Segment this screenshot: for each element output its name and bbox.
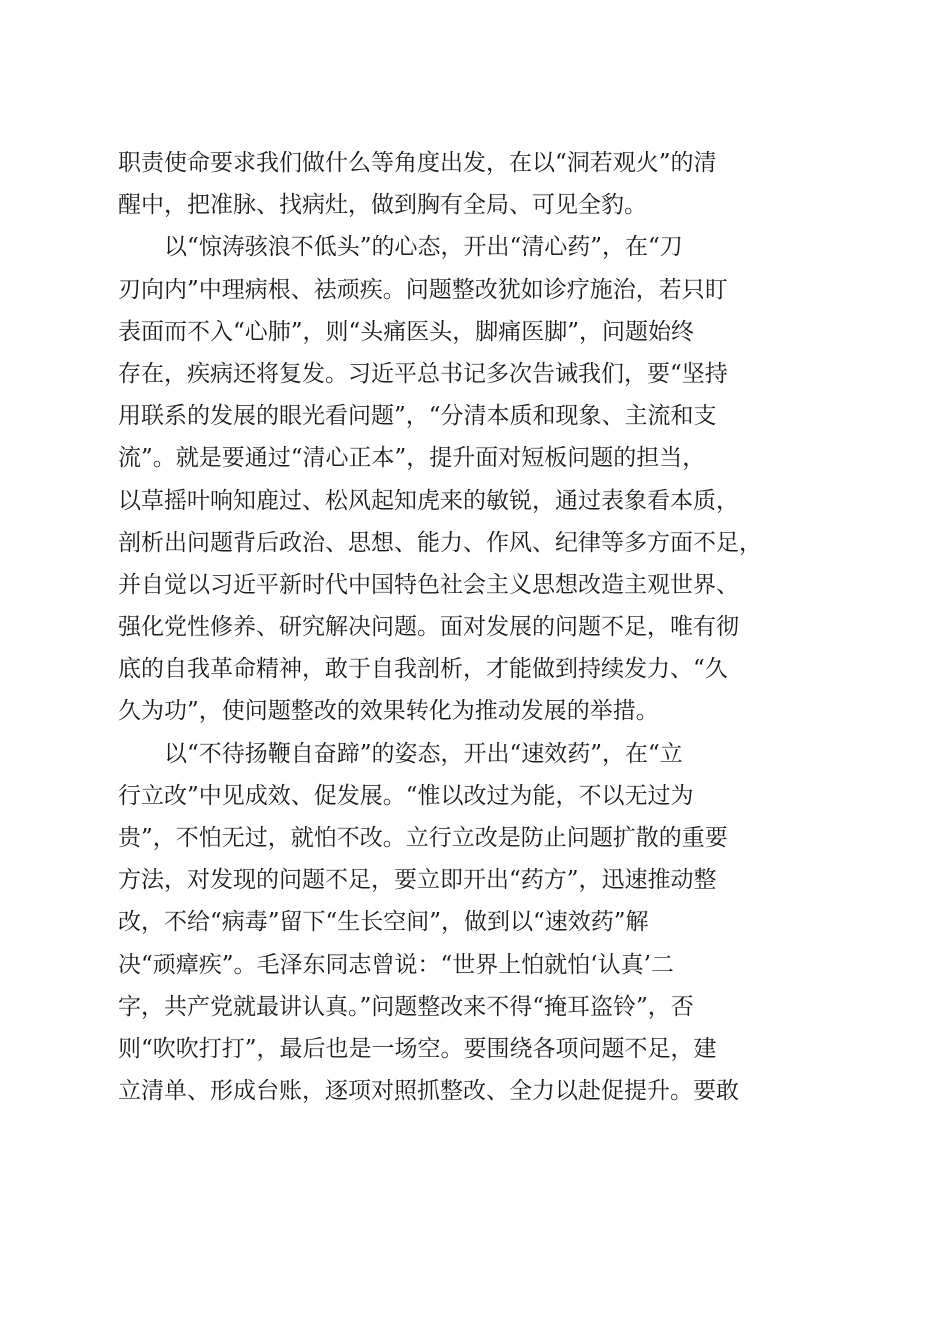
text-line: 强化党性修养、研究解决问题。面对发展的问题不足，唯有彻 <box>118 614 739 641</box>
text-line: 底的自我革命精神，敢于自我剖析，才能做到持续发力、“久 <box>118 656 728 683</box>
text-line: 以“惊涛骇浪不低头”的心态，开出“清心药”，在“刀 <box>118 234 683 261</box>
text-line: 用联系的发展的眼光看问题”，“分清本质和现象、主流和支 <box>118 403 717 430</box>
text-line: 醒中，把准脉、找病灶，做到胸有全局、可见全豹。 <box>118 192 647 219</box>
text-line: 存在，疾病还将复发。习近平总书记多次告诫我们，要“坚持 <box>118 360 728 387</box>
text-line: 剖析出问题背后政治、思想、能力、作风、纪律等多方面不足， <box>118 529 762 556</box>
text-line: 贵”，不怕无过，就怕不改。立行立改是防止问题扩散的重要 <box>118 825 728 851</box>
text-line: 立清单、形成台账，逐项对照抓整改、全力以赴促提升。要敢 <box>118 1078 739 1105</box>
text-line: 则“吹吹打打”，最后也是一场空。要围绕各项问题不足，建 <box>118 1035 717 1062</box>
text-line: 决“顽瘴疾”。毛泽东同志曾说：“世界上怕就怕‘认真’二 <box>118 951 674 978</box>
text-line: 并自觉以习近平新时代中国特色社会主义思想改造主观世界、 <box>118 571 739 598</box>
text-line: 久为功”，使问题整改的效果转化为推动发展的举措。 <box>118 698 659 725</box>
text-line: 行立改”中见成效、促发展。“惟以改过为能，不以无过为 <box>118 782 694 809</box>
body-text <box>118 142 838 1112</box>
text-line: 字，共产党就最讲认真。”问题整改来不得“掩耳盗铃”，否 <box>118 993 694 1020</box>
text-line: 表面而不入“心肺”，则“头痛医头，脚痛医脚”，问题始终 <box>118 318 695 345</box>
text-line: 职责使命要求我们做什么等角度出发，在以“洞若观火”的清 <box>118 150 717 176</box>
text-line: 刃向内”中理病根、祛顽疾。问题整改犹如诊疗施治，若只盯 <box>118 276 728 303</box>
text-line: 以草摇叶响知鹿过、松风起知虎来的敏锐，通过表象看本质， <box>118 487 739 514</box>
text-line: 方法，对发现的问题不足，要立即开出“药方”，迅速推动整 <box>118 867 717 894</box>
text-line: 流”。就是要通过“清心正本”，提升面对短板问题的担当， <box>118 445 706 472</box>
text-line: 改，不给“病毒”留下“生长空间”，做到以“速效药”解 <box>118 909 649 936</box>
text-line: 以“不待扬鞭自奋蹄”的姿态，开出“速效药”，在“立 <box>118 740 683 767</box>
